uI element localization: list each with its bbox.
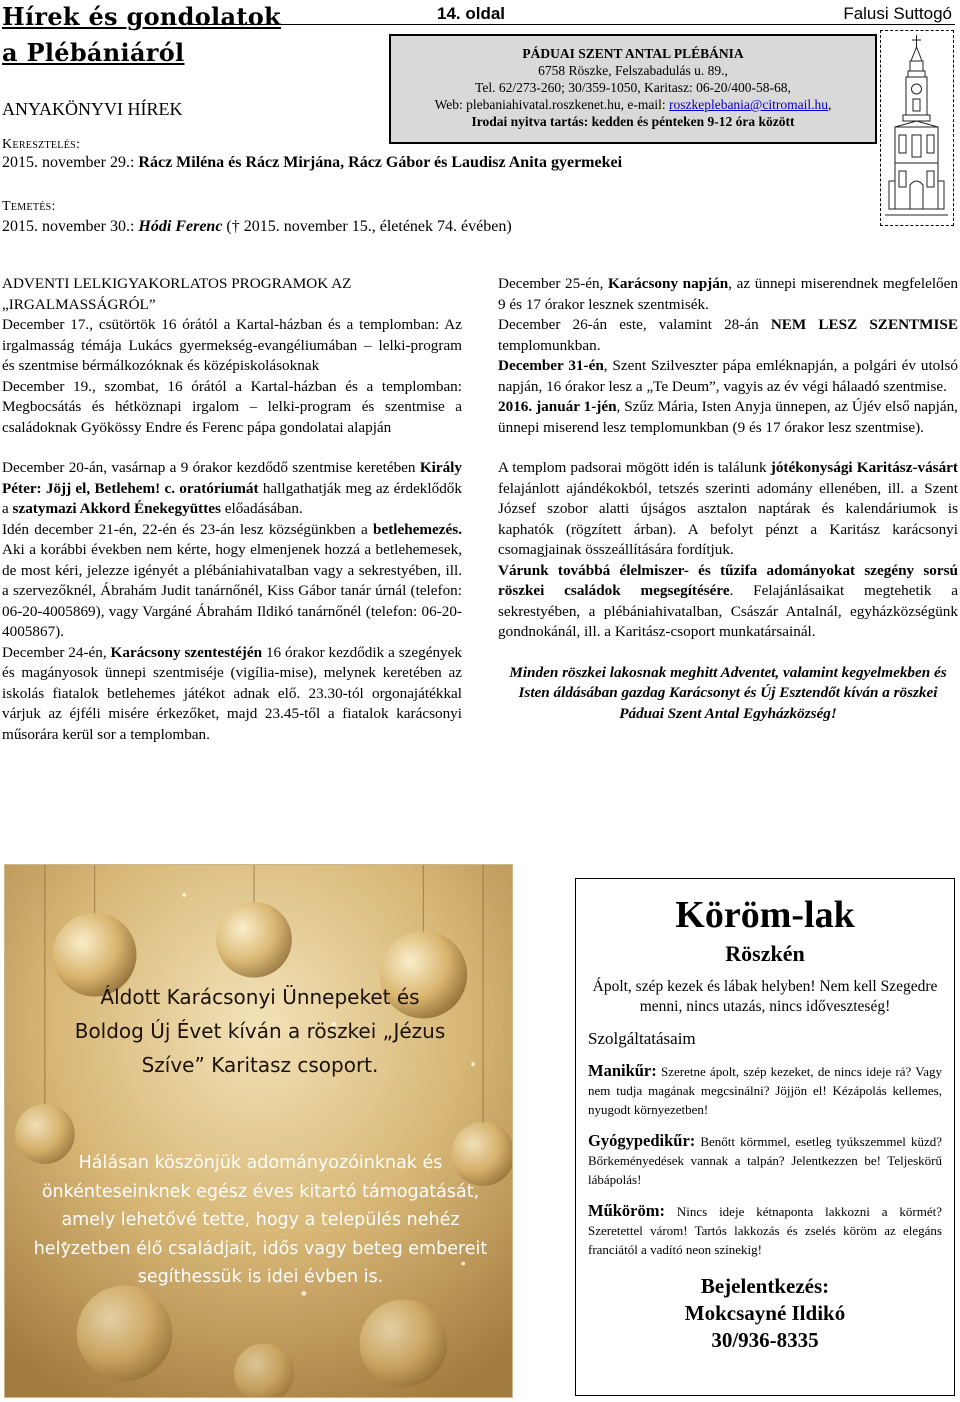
signup-heading: Bejelentkezés:: [700, 1274, 830, 1298]
left-column: [2, 274, 462, 745]
fair-text: A templom padsorai mögött idén is találunk: [498, 459, 771, 476]
baptism-label: Keresztelés:: [2, 137, 81, 152]
baptism-names: Rácz Miléna és Rácz Mirjána, Rácz Gábor és Laudisz Anita gyermekei: [138, 154, 623, 171]
registry-title: ANYAKÖNYVI HÍREK: [2, 99, 183, 119]
program-dec25: [498, 274, 958, 315]
service-artificial-nail: [588, 1201, 942, 1259]
dec20-text-3: előadásában.: [220, 500, 303, 517]
program-dec19: December 19., szombat, 16 órától a Kartal-házban és a templomban: Megbocsátás és hétköznapi irgalom – lelki-program és szentmise a családoknak Gyökössy Endre és Ferenc pápa gondolatai alapján: [2, 377, 462, 436]
program-jan1: [498, 397, 958, 438]
parish-web: Web: plebaniahivatal.roszkenet.hu, e-mail:: [434, 97, 669, 112]
nail-salon-ad: [575, 878, 955, 1396]
section-title-line2: a Plébániáról: [2, 38, 185, 67]
dec25-text: December 25-én,: [498, 275, 609, 292]
betlehem-bold: betlehemezés.: [373, 520, 462, 538]
parish-email-link[interactable]: roszkeplebania@citromail.hu: [668, 97, 828, 112]
dec20-text-2: hallgathatják meg az érdeklődők a: [2, 479, 462, 517]
dec20-text: December 20-án, vasárnap a 9 órakor kezdődő szentmise keretében: [2, 459, 420, 476]
ad-intro: Ápolt, szép kezek és lábak helyben! Nem kell Szegedre menni, nincs utazás, nincs időveszteség!: [592, 978, 938, 1015]
fair-text-2: felajánlott ajándékokból, tetszés szerinti adomány ellenében, ill. a Szent József szobor alatti újságos asztalon naptárak és kalendáriumok is kaphatók (rögzített árban). A befolyt pénzt a Karitász karácsonyi csomagjainak összeállítására fordítjuk.: [498, 479, 958, 558]
parish-phone: Tel. 62/273-260; 30/359-1050, Karitasz: 06-20/400-58-68,: [475, 80, 791, 95]
dec24-text-2: 16 órakor kezdődik a szegények és magányosok ünnepi szentmiséje (vigília-mise), melynek keretében az iskolás fiatalok betlehemes játékot adnak elő. 23.30-tól orgonajátékkal várjuk az éjféli misére érkezőket, majd 23.45-től a fiatalok karácsonyi műsorára kerül sor a templomban.: [2, 643, 462, 743]
dec20-oratorio: Király Péter: Jöjj el, Betlehem! c. oratóriumát: [2, 459, 462, 497]
thanks-text: Hálásan köszönjük adományozóinknak és önkénteseinknek egész éves kitartó támogatását, amely lehetővé tette, hogy a település nehéz helyzetben élő családjait, idős vagy beteg embereit segíthessük is idei évben is.: [33, 1153, 488, 1287]
jan1-text: , Szűz Mária, Isten Anyja ünnepen, az Újév első napján, ünnepi miserend lesz templomunkban (9 és 17 órakor lesz szentmise).: [498, 398, 958, 436]
pedicure-label: Gyógypedikűr:: [588, 1131, 696, 1150]
manicure-text: Szeretne ápolt, szép kezeket, de nincs ideje rá? Vagy nem tudja magának megcsinálni? Jöjjön el! Kézápolás kellemes, nyugodt környezetben!: [588, 1064, 942, 1117]
service-pedicure: [588, 1131, 942, 1189]
donation-bold: Várunk továbbá élelmiszer- és tűzifa adományokat szegény sorsú röszkei családok megsegítésére: [498, 561, 958, 599]
signup-name: Mokcsayné Ildikó: [684, 1301, 846, 1325]
parish-info-box: [389, 34, 877, 144]
ad-services-heading: Szolgáltatásaim: [588, 1029, 696, 1048]
program-betlehemezes: [2, 520, 462, 643]
dec26-bold: NEM LESZ SZENTMISE: [770, 316, 958, 333]
donation-appeal: [498, 561, 958, 643]
program-dec24: [2, 643, 462, 746]
baptism-entry: [2, 154, 622, 172]
charity-fair: [498, 458, 958, 561]
ad-subtitle: Röszkén: [725, 941, 805, 966]
dec25-text-2: , az ünnepi miserendnek megfelelően 9 és 17 órakor lesznek szentmisék.: [498, 275, 958, 313]
funeral-detail: († 2015. november 15., életének 74. évében): [222, 218, 512, 235]
dec24-bold: Karácsony szentestéjén: [110, 643, 263, 661]
parish-name: PÁDUAI SZENT ANTAL PLÉBÁNIA: [522, 46, 744, 61]
program-dec17: December 17., csütörtök 16 órától a Kartal-házban és a templomban: Az irgalmasság témája Lukács gyermekség-evangéliumában – lelki-program és szentmise bérmálkozóknak és középiskolásoknak: [2, 316, 462, 374]
funeral-name: Hódi Ferenc: [138, 218, 223, 235]
artificial-nail-label: Műköröm:: [588, 1201, 665, 1220]
betlehem-text-2: Aki a korábbi években nem kérte, hogy elmenjenek hozzá a betlehemesek, de most kéri, jelezze igényét a plébániahivatalban vagy a sekrestyében, ill. a szervezőknél, Ábrahám Judit tanárnőnél, Kiss Gábor tanár úrnál (telefon: 06-20-4005869), vagy Vargáné Ábrahám Ildikó tanárnőnél (telefon: 06-20-4005867).: [2, 541, 462, 640]
parish-office-hours: Irodai nyitva tartás: kedden és pénteken 9-12 óra között: [471, 114, 795, 129]
masthead: [0, 0, 960, 30]
ornament-background-image: [5, 865, 512, 1397]
ad-title: Köröm-lak: [675, 894, 855, 936]
christmas-greeting-card: [4, 864, 513, 1398]
section-title-line1: Hírek és gondolatok: [2, 2, 281, 31]
right-column: [498, 274, 958, 724]
dec26-text-2: templomunkban.: [498, 336, 601, 354]
dec26-text: December 26-án este, valamint 28-án: [498, 316, 771, 333]
program-dec20: [2, 458, 462, 520]
funeral-entry: [2, 218, 512, 236]
program-dec26: [498, 315, 958, 356]
greeting-text: Áldott Karácsonyi Ünnepeket és Boldog Új Évet kíván a röszkei „Jézus Szíve” Karitasz csoport.: [74, 985, 446, 1077]
donation-text: . Felajánlásaikat megtehetik a sekrestyében, a plébániahivatalban, Császár Antalnál, egyházközségünk gondnokánál, ill. a Karitász-csoport munkatársainál.: [498, 582, 959, 640]
dec20-choir: szatymazi Akkord Énekegyüttes: [12, 500, 221, 517]
closing-greeting: Minden röszkei lakosnak meghitt Adventet, valamint kegyelmekben és Isten áldásában gazdag Karácsonyt és Új Esztendőt kíván a röszkei Páduai Szent Antal Egyházközség!: [509, 663, 947, 722]
dec31-text: , Szent Szilveszter pápa emléknapján, a polgári év utolsó napján, 16 órakor lesz a „Te Deum”, vagyis az év végi hálaadó szentmise.: [498, 357, 958, 395]
parish-address: 6758 Röszke, Felszabadulás u. 89.,: [538, 63, 728, 78]
parish-web-line: [391, 96, 875, 113]
dec24-text: December 24-én,: [2, 643, 111, 661]
signup-phone: 30/936-8335: [711, 1328, 819, 1352]
pedicure-text: Benőtt körmmel, esetleg tyúkszemmel küzd? Bőrkeményedések vannak a talpán? Jelentkezzen be! Teljeskörű lábápolás!: [588, 1134, 942, 1187]
page-number: 14. oldal: [437, 4, 506, 23]
funeral-label: Temetés:: [2, 199, 56, 214]
jan1-bold: 2016. január 1-jén: [498, 398, 617, 415]
dec31-bold: December 31-én: [498, 357, 604, 374]
funeral-date: 2015. november 30.:: [2, 218, 139, 235]
service-manicure: [588, 1061, 942, 1119]
parish-web-suffix: ,: [827, 97, 832, 112]
betlehem-text: Idén december 21-én, 22-én és 23-án lesz községünkben a: [2, 520, 374, 538]
baptism-date: 2015. november 29.:: [2, 154, 139, 171]
newspaper-name: Falusi Suttogó: [843, 4, 952, 23]
church-illustration: [880, 30, 954, 226]
fair-bold: jótékonysági Karitász-vásárt: [770, 459, 958, 476]
dec25-bold: Karácsony napján: [608, 275, 729, 292]
ad-signup: [588, 1273, 942, 1354]
advent-program-heading: ADVENTI LELKIGYAKORLATOS PROGRAMOK AZ „IRGALMASSÁGRÓL”: [2, 275, 352, 313]
artificial-nail-text: Nincs ideje kétnaponta lakkozni a körmét? Szeretettel várom! Tartós lakkozás és zselés köröm az elegáns franciától a vadító neon színekig!: [588, 1204, 942, 1257]
manicure-label: Manikűr:: [588, 1061, 657, 1080]
masthead-rule: [190, 24, 955, 25]
program-dec31: [498, 356, 958, 397]
church-icon: [881, 31, 952, 224]
